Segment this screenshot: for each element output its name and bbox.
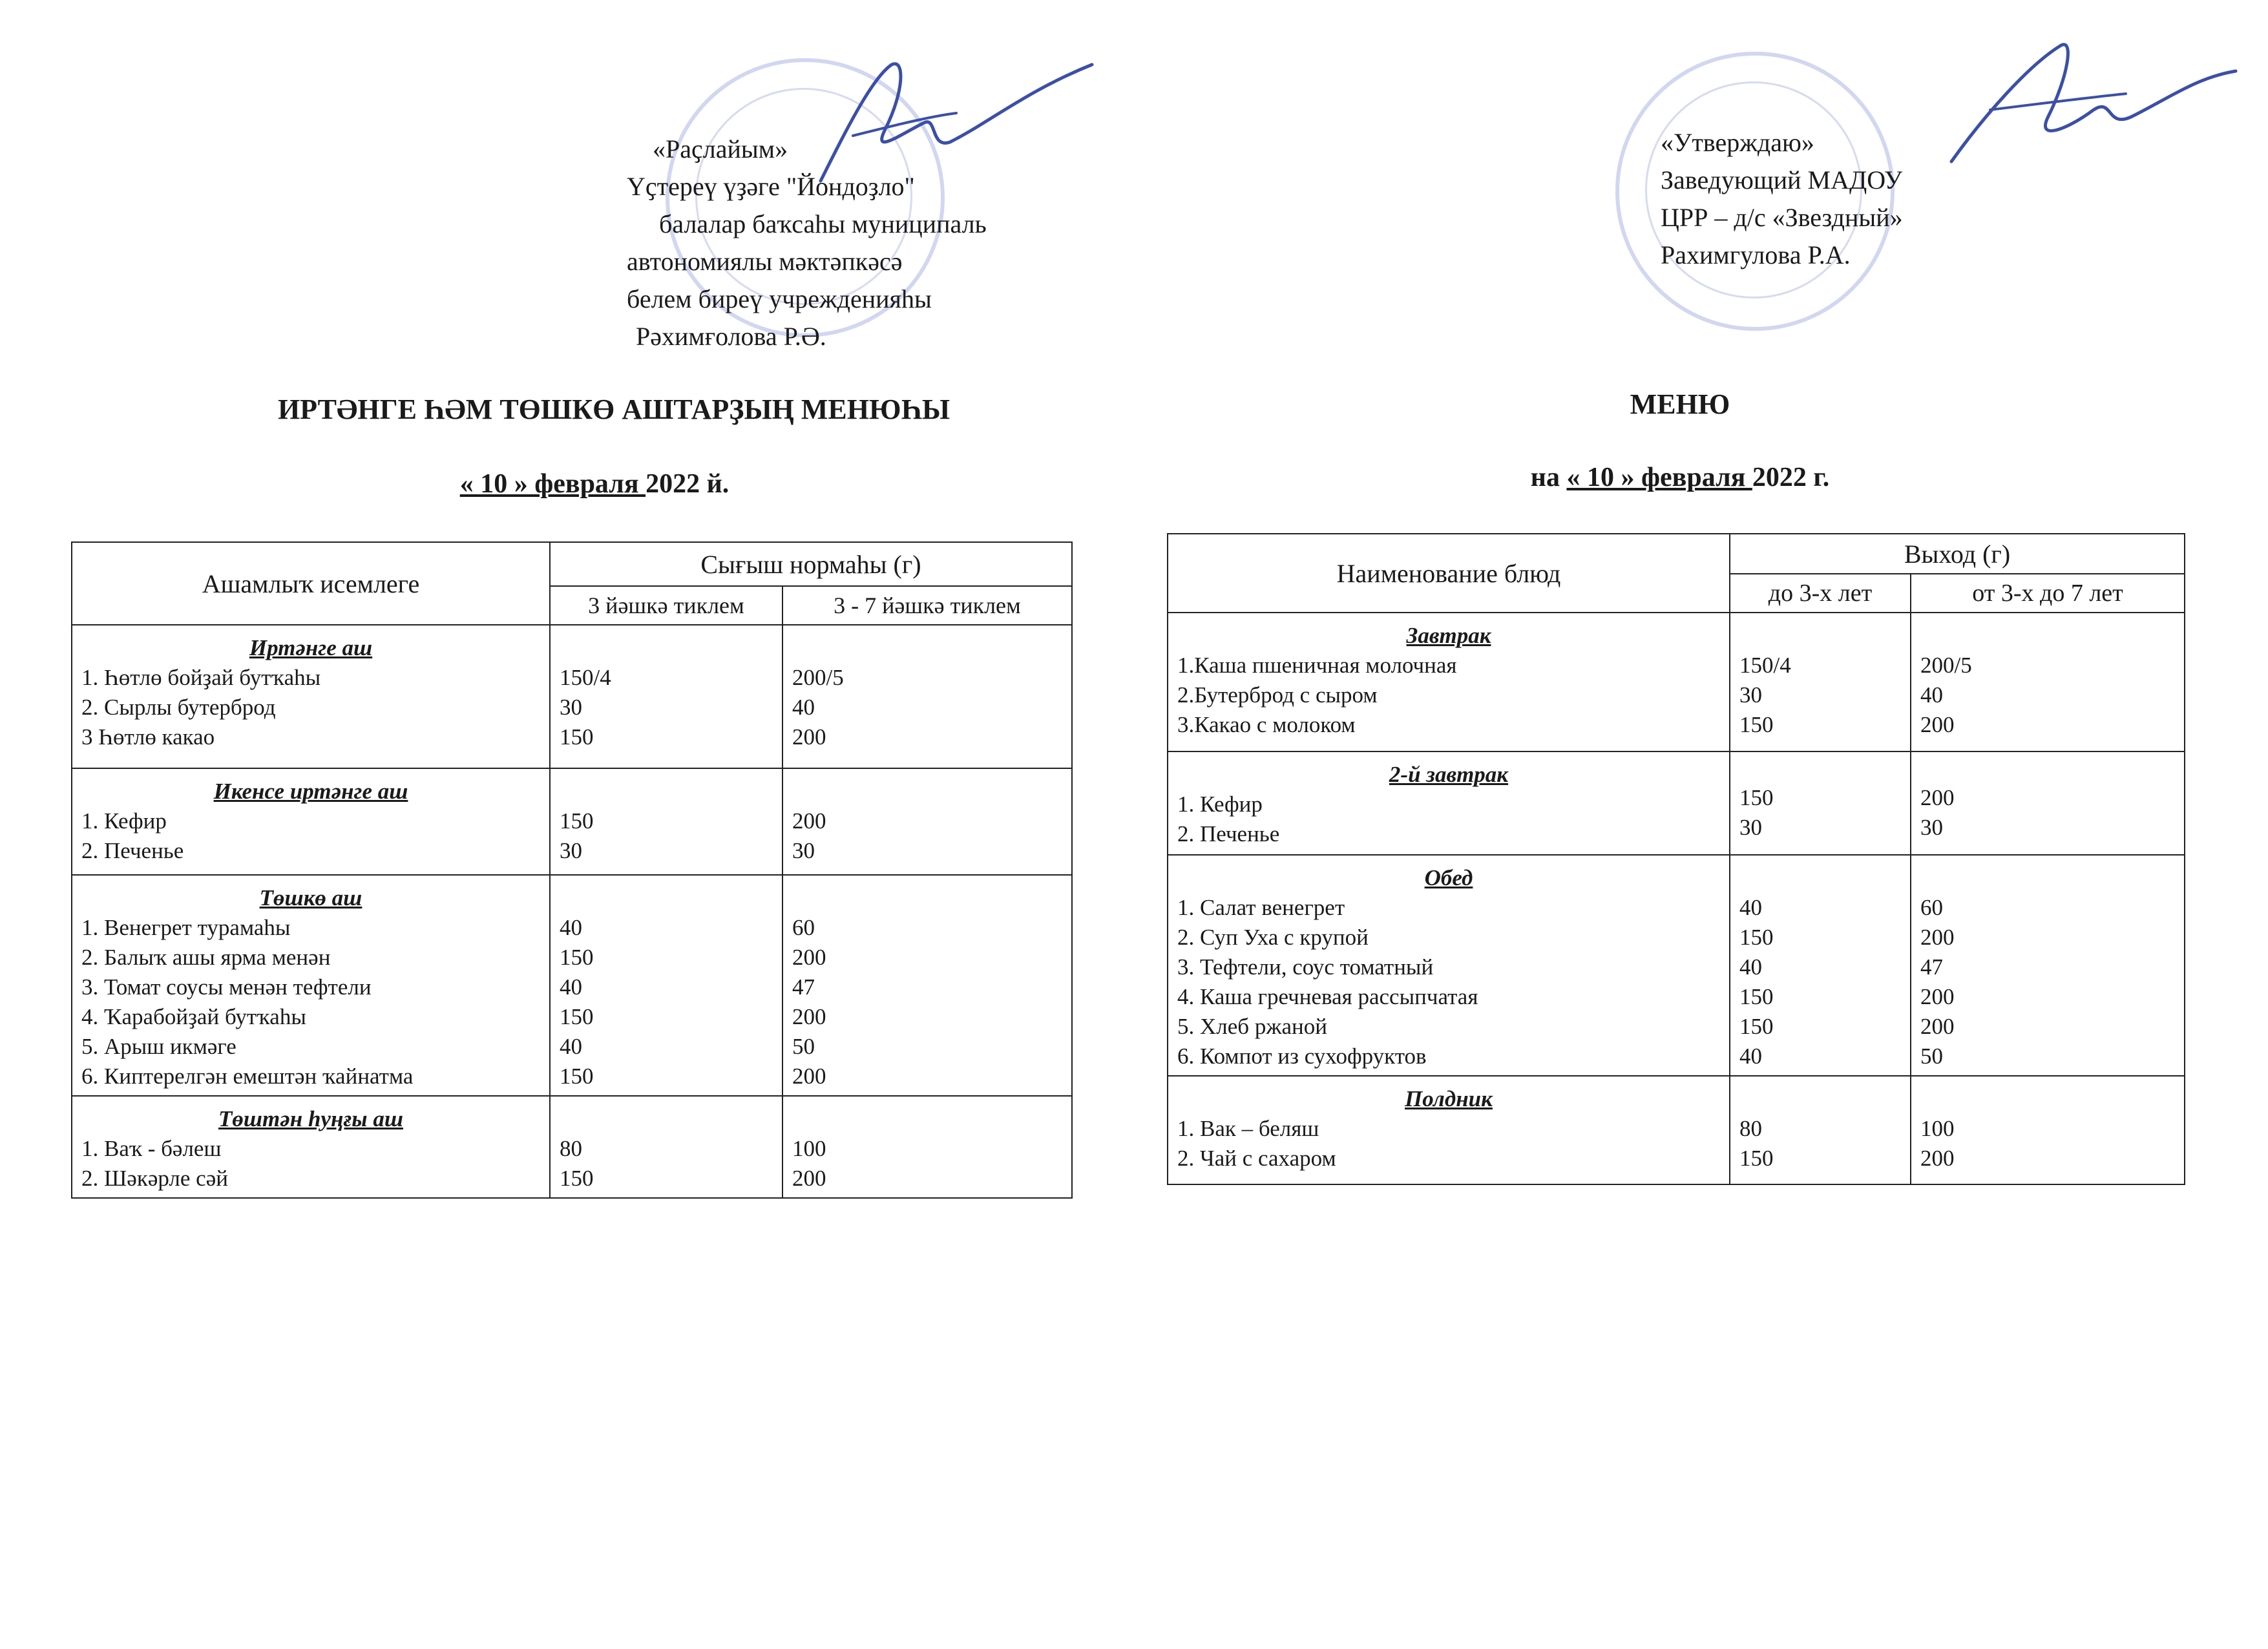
portion-value: 150 bbox=[1739, 712, 1774, 737]
portion-value: 47 bbox=[1920, 954, 1943, 980]
meal-row bbox=[72, 625, 1072, 768]
header-age-3-7: от 3-х до 7 лет bbox=[1911, 574, 2185, 613]
portion-value: 150 bbox=[1739, 984, 1774, 1009]
meal-row bbox=[72, 768, 1072, 875]
dish-item: 1. Һөтлө бойҙай бутҡаһы bbox=[81, 665, 321, 690]
dish-item: 1. Вак – беляш bbox=[1177, 1116, 1319, 1141]
dish-item: 1.Каша пшеничная молочная bbox=[1177, 653, 1457, 678]
meal-row bbox=[1168, 751, 2185, 855]
header-output: Выход (г) bbox=[1730, 534, 2185, 574]
menu-date-left bbox=[142, 468, 1047, 499]
dish-item: 6. Компот из сухофруктов bbox=[1177, 1044, 1427, 1069]
meal-row bbox=[72, 1096, 1072, 1198]
dish-item: 5. Арыш икмәге bbox=[81, 1034, 236, 1059]
date-underlined: « 10 » февраля bbox=[1566, 463, 1752, 492]
dish-item: 2. Суп Уха с крупой bbox=[1177, 925, 1369, 950]
portion-value: 40 bbox=[1739, 1044, 1762, 1069]
portion-value: 50 bbox=[1920, 1044, 1943, 1069]
menu-title-right: МЕНЮ bbox=[1630, 388, 1730, 420]
portion-value: 200 bbox=[1920, 984, 1955, 1009]
portion-value: 150 bbox=[1739, 925, 1774, 950]
meal-row bbox=[1168, 1076, 2185, 1184]
date-year: 2022 й. bbox=[646, 469, 730, 499]
meal-title: Завтрак bbox=[1406, 623, 1491, 648]
portion-value: 200 bbox=[1920, 1014, 1955, 1039]
portion-value: 150 bbox=[560, 808, 594, 834]
meal-title: Төшкө аш bbox=[259, 885, 362, 910]
dish-item: 3.Какао с молоком bbox=[1177, 712, 1356, 737]
portion-value: 30 bbox=[792, 838, 815, 863]
portion-value: 40 bbox=[792, 695, 815, 720]
meal-title: Иртәнге аш bbox=[249, 635, 373, 660]
meal-title: Төштән һуңғы аш bbox=[218, 1106, 403, 1131]
dish-item: 2. Балыҡ ашы ярма менән bbox=[81, 945, 331, 970]
portion-value: 30 bbox=[1739, 815, 1762, 840]
header-age-3-7: 3 - 7 йәшкә тиклем bbox=[782, 586, 1072, 625]
dish-item: 2.Бутерброд с сыром bbox=[1177, 682, 1378, 708]
date-year: 2022 г. bbox=[1752, 463, 1830, 492]
portion-value: 100 bbox=[792, 1136, 826, 1161]
date-underlined: « 10 » февраля bbox=[459, 469, 646, 499]
portion-value: 40 bbox=[560, 974, 582, 1000]
portion-value: 80 bbox=[560, 1136, 582, 1161]
meal-title: Обед bbox=[1424, 865, 1473, 890]
portion-value: 150/4 bbox=[560, 665, 611, 690]
dish-item: 1. Венегрет турамаһы bbox=[81, 915, 291, 940]
dish-item: 3. Тефтели, соус томатный bbox=[1177, 954, 1434, 980]
dish-item: 3 Һөтлө какао bbox=[81, 724, 215, 750]
approval-line: ЦРР – д/с «Звездный» bbox=[1661, 203, 1903, 232]
portion-value: 200 bbox=[792, 808, 826, 834]
meal-row bbox=[1168, 613, 2185, 751]
approval-block-right bbox=[1661, 124, 1903, 274]
portion-value: 60 bbox=[792, 915, 815, 940]
dish-item: 2. Сырлы бутерброд bbox=[81, 695, 276, 720]
signature-right bbox=[1913, 32, 2249, 181]
portion-value: 200 bbox=[792, 1004, 826, 1029]
portion-value: 80 bbox=[1739, 1116, 1762, 1141]
header-dish-name: Ашамлыҡ исемлеге bbox=[72, 542, 550, 625]
approval-line: белем биреү учрежденияһы bbox=[627, 284, 932, 313]
dish-item: 6. Киптерелгән емештән ҡайнатма bbox=[81, 1064, 414, 1089]
dish-item: 1. Салат венегрет bbox=[1177, 895, 1345, 920]
header-output: Сығыш нормаһы (г) bbox=[550, 542, 1072, 586]
portion-value: 200/5 bbox=[792, 665, 844, 690]
portion-value: 200/5 bbox=[1920, 653, 1972, 678]
menu-table-right bbox=[1167, 533, 2185, 1185]
portion-value: 40 bbox=[1739, 954, 1762, 980]
dish-item: 2. Печенье bbox=[1177, 821, 1280, 846]
approval-line: балалар баҡсаһы муниципаль bbox=[659, 209, 987, 238]
portion-value: 200 bbox=[1920, 1146, 1955, 1171]
dish-item: 2. Чай с сахаром bbox=[1177, 1146, 1336, 1171]
meal-title: Полдник bbox=[1405, 1086, 1493, 1111]
portion-value: 200 bbox=[792, 724, 826, 750]
dish-item: 5. Хлеб ржаной bbox=[1177, 1014, 1328, 1039]
portion-value: 150 bbox=[1739, 1014, 1774, 1039]
portion-value: 200 bbox=[1920, 785, 1955, 810]
portion-value: 150/4 bbox=[1739, 653, 1791, 678]
header-age-under-3: до 3-х лет bbox=[1730, 574, 1911, 613]
approval-line: Үҫтереү үҙәге "Йондоҙло" bbox=[627, 172, 915, 201]
dish-item: 1. Ваҡ - бәлеш bbox=[81, 1136, 222, 1161]
portion-value: 150 bbox=[560, 1064, 594, 1089]
dish-item: 4. Каша гречневая рассыпчатая bbox=[1177, 984, 1478, 1009]
portion-value: 100 bbox=[1920, 1116, 1955, 1141]
approval-heading: «Раҫлайым» bbox=[653, 134, 788, 163]
portion-value: 150 bbox=[560, 724, 594, 750]
portion-value: 200 bbox=[1920, 925, 1955, 950]
portion-value: 47 bbox=[792, 974, 815, 1000]
meal-row bbox=[1168, 855, 2185, 1076]
portion-value: 60 bbox=[1920, 895, 1943, 920]
portion-value: 200 bbox=[792, 1166, 826, 1191]
header-age-under-3: 3 йәшкә тиклем bbox=[550, 586, 782, 625]
date-prefix: на bbox=[1530, 463, 1567, 492]
portion-value: 40 bbox=[560, 915, 582, 940]
portion-value: 150 bbox=[560, 945, 594, 970]
menu-table-left bbox=[71, 541, 1073, 1199]
portion-value: 200 bbox=[792, 1064, 826, 1089]
meal-row bbox=[72, 875, 1072, 1096]
portion-value: 150 bbox=[560, 1166, 594, 1191]
approval-signatory: Рәхимғолова Р.Ә. bbox=[636, 322, 826, 351]
dish-item: 3. Томат соусы менән тефтели bbox=[81, 974, 372, 1000]
portion-value: 200 bbox=[1920, 712, 1955, 737]
portion-value: 40 bbox=[1920, 682, 1943, 708]
dish-item: 2. Печенье bbox=[81, 838, 184, 863]
dish-item: 2. Шәкәрле сәй bbox=[81, 1166, 228, 1191]
meal-title: 2-й завтрак bbox=[1389, 762, 1509, 787]
dish-item: 4. Ҡарабойҙай бутҡаһы bbox=[81, 1004, 306, 1029]
portion-value: 30 bbox=[1920, 815, 1943, 840]
portion-value: 150 bbox=[1739, 785, 1774, 810]
approval-line: Заведующий МАДОУ bbox=[1661, 165, 1903, 194]
approval-signatory: Рахимгулова Р.А. bbox=[1661, 240, 1851, 269]
menu-date-right bbox=[1357, 462, 2003, 493]
dish-item: 1. Кефир bbox=[1177, 792, 1263, 817]
portion-value: 40 bbox=[1739, 895, 1762, 920]
dish-item: 1. Кефир bbox=[81, 808, 167, 834]
portion-value: 50 bbox=[792, 1034, 815, 1059]
approval-block-left bbox=[627, 131, 987, 355]
portion-value: 30 bbox=[560, 695, 582, 720]
portion-value: 30 bbox=[560, 838, 582, 863]
portion-value: 40 bbox=[560, 1034, 582, 1059]
header-dish-name: Наименование блюд bbox=[1168, 534, 1730, 613]
meal-title: Икенсе иртәнге аш bbox=[213, 779, 408, 804]
portion-value: 200 bbox=[792, 945, 826, 970]
portion-value: 150 bbox=[1739, 1146, 1774, 1171]
menu-title-left: ИРТӘНГЕ ҺӘМ ТӨШКӨ АШТАРҘЫҢ МЕНЮҺЫ bbox=[277, 394, 950, 425]
approval-line: автономиялы мәктәпкәсә bbox=[627, 247, 903, 276]
portion-value: 150 bbox=[560, 1004, 594, 1029]
approval-heading: «Утверждаю» bbox=[1661, 128, 1814, 157]
portion-value: 30 bbox=[1739, 682, 1762, 708]
